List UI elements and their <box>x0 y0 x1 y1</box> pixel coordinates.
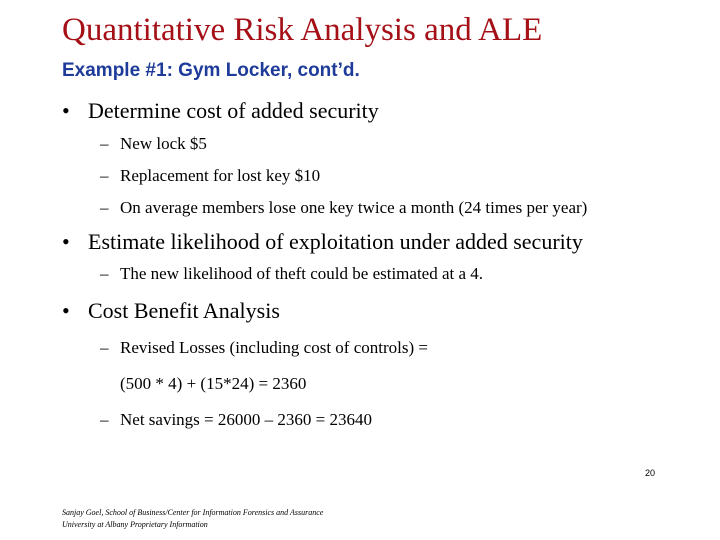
footer-affiliation: University at Albany Proprietary Information <box>62 520 208 529</box>
sub-bullet-marker: – <box>100 410 109 429</box>
footer-author: Sanjay Goel, School of Business/Center for Information Forensics and Assurance <box>62 508 324 517</box>
sub-bullet-continuation: (500 * 4) + (15*24) = 2360 <box>120 374 307 393</box>
slide-title: Quantitative Risk Analysis and ALE <box>62 12 543 48</box>
sub-bullet-marker: – <box>100 134 109 153</box>
bullet-text: Cost Benefit Analysis <box>88 298 280 323</box>
bullet-marker: • <box>62 298 70 323</box>
sub-bullet-marker: – <box>100 198 109 217</box>
sub-bullet-text: On average members lose one key twice a month (24 times per year) <box>120 198 588 217</box>
page-number: 20 <box>645 468 656 478</box>
sub-bullet-text: The new likelihood of theft could be estimated at a 4. <box>120 264 484 283</box>
bullet-text: Estimate likelihood of exploitation under added security <box>88 229 583 254</box>
slide-subtitle: Example #1: Gym Locker, cont’d. <box>62 60 360 81</box>
sub-bullet-text: Replacement for lost key $10 <box>120 166 321 185</box>
sub-bullet-text: Revised Losses (including cost of controls) = <box>120 338 428 357</box>
bullet-marker: • <box>62 229 70 254</box>
bullet-marker: • <box>62 98 70 123</box>
bullet-text: Determine cost of added security <box>88 98 379 123</box>
sub-bullet-text: New lock $5 <box>120 134 207 153</box>
sub-bullet-marker: – <box>100 264 109 283</box>
sub-bullet-marker: – <box>100 338 109 357</box>
sub-bullet-marker: – <box>100 166 109 185</box>
sub-bullet-text: Net savings = 26000 – 2360 = 23640 <box>120 410 372 429</box>
